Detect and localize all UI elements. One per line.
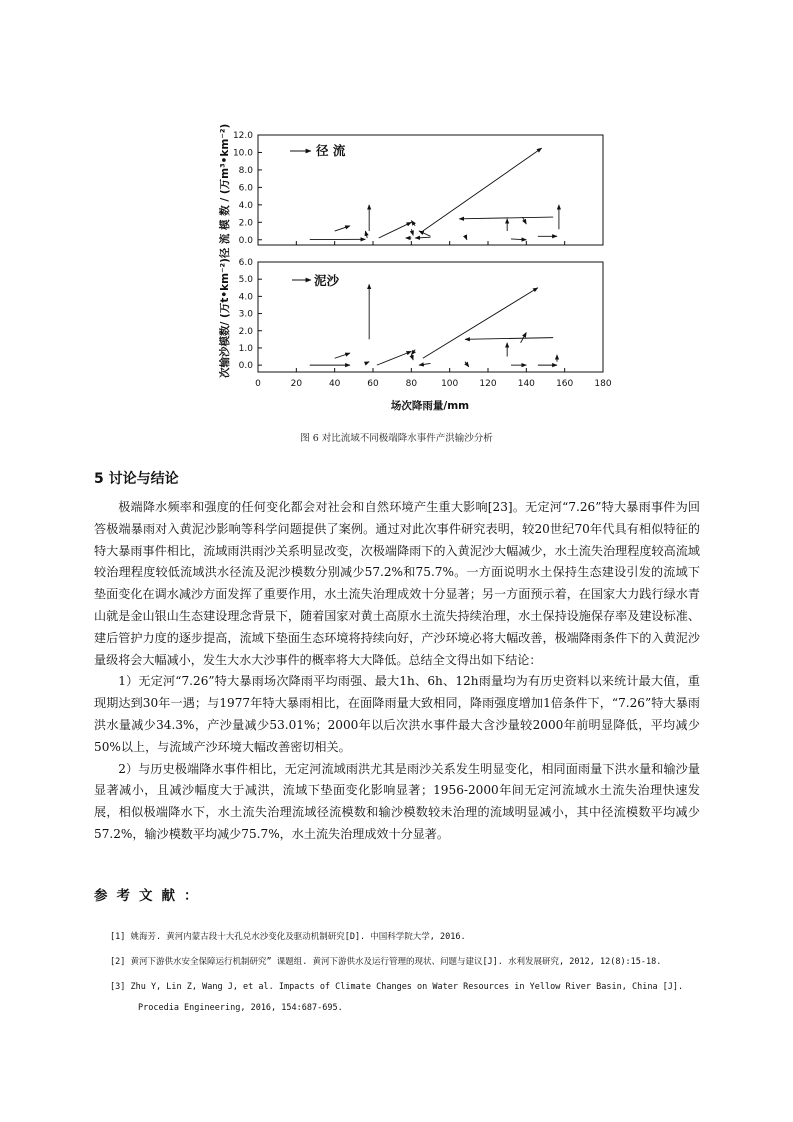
bottom-y-axis-title: 次输沙模数/ (万t•km⁻²) bbox=[219, 258, 231, 378]
bottom-panel-frame bbox=[258, 262, 603, 372]
top-legend: 径 流 bbox=[316, 143, 346, 158]
data-arrow bbox=[459, 217, 553, 219]
y-tick-label: 0.0 bbox=[238, 361, 253, 372]
x-tick-label: 20 bbox=[290, 379, 303, 389]
data-arrow bbox=[511, 239, 526, 240]
reference-item: [2] 黄河下游供水安全保障运行机制研究” 课题组. 黄河下游供水及运行管理的现状、问题与建议[J]. 水利发展研究, 2012, 12(8):15-18. bbox=[110, 957, 662, 967]
data-arrow bbox=[465, 338, 553, 340]
bottom-y-ticks bbox=[239, 258, 262, 371]
data-arrow bbox=[465, 362, 469, 367]
data-arrow bbox=[365, 362, 369, 364]
references-title: 参考文献： bbox=[94, 888, 207, 904]
paragraph-intro: 极端降水频率和强度的任何变化都会对社会和自然环境产生重大影响[23]。无定河“7.26”特大暴雨事件为回答极端暴雨对入黄泥沙影响等科学问题提供了案例。通过对此次事件研究表明，较20世纪70年代具有相似特征的特大暴雨事件相比，流域雨洪雨沙关系明显改变，次极端降雨下的入黄泥沙大幅减少，水土流失治理程度较高流域较治理程度较低流域洪水径流及泥沙模数分别减少57.2%和75.7%。一方面说明水土保持生态建设引发的流域下垫面变化在调水减沙方面发挥了重要作用，水土流失治理成效十分显著；另一方面预示着，在国家大力践行绿水青山就是金山银山生态建设理念背景下，随着国家对黄土高原水土流失持续治理，水土保持设施保存率及建设标准、建后管护力度的逐步提高，流域下垫面生态环境将持续向好，产沙环境必将大幅改善，极端降雨条件下的入黄泥沙量级将会大幅减小，发生大水大沙事件的概率将大大降低。总结全文得出如下结论： bbox=[94, 500, 700, 667]
x-tick-label: 0 bbox=[255, 379, 261, 389]
data-arrow bbox=[379, 222, 412, 238]
paragraph-conclusion-2: 2）与历史极端降水事件相比，无定河流域雨洪尤其是雨沙关系发生明显变化，相同面雨量下洪水量和输沙量显著减小，且减沙幅度大于减洪，流域下垫面变化影响显著；1956-2000年间无定河流域水土流失治理快速发展，相似极端降水下，水土流失治理流域径流模数和输沙模数较未治理的流域明显减小，其中径流模数平均减少57.2%，输沙模数平均减少75.7%，水土流失治理成效十分显著。 bbox=[94, 761, 700, 841]
reference-item: [3] Zhu Y, Lin Z, Wang J, et al. Impacts of Climate Changes on Water Resources in Yellow River Basin, China [J]. Procedia Engineering, 2016, 154:687-695. bbox=[110, 982, 684, 1013]
y-tick-label: 4.0 bbox=[238, 200, 253, 211]
x-tick-label: 40 bbox=[328, 379, 341, 389]
figure-6 bbox=[0, 0, 793, 430]
data-arrow bbox=[411, 355, 413, 360]
y-tick-label: 4.0 bbox=[238, 292, 253, 303]
figure-caption: 图 6 对比流域不同极端降水事件产洪输沙分析 bbox=[300, 433, 493, 444]
data-arrow bbox=[365, 231, 367, 238]
x-tick-label: 180 bbox=[594, 379, 612, 389]
data-arrow bbox=[423, 288, 538, 358]
data-arrow bbox=[419, 231, 431, 236]
data-arrow bbox=[415, 237, 430, 238]
paragraph-conclusion-1: 1）无定河“7.26”特大暴雨场次降雨平均雨强、最大1h、6h、12h雨量均为有历史资料以来统计最大值，重现期达到30年一遇；与1977年特大暴雨相比，在面降雨量大致相同，降雨强度增加1倍条件下，“7.26”特大暴雨洪水量减少34.3%，产沙量减少53.01%；2000年以后次洪水事件最大含沙量较2000年前明显降低，平均减少50%以上，与流域产沙环境大幅改善密切相关。 bbox=[94, 674, 700, 754]
x-axis-title: 场次降雨量/mm bbox=[390, 400, 470, 412]
data-arrow bbox=[411, 229, 413, 235]
x-tick-label: 120 bbox=[479, 379, 497, 389]
x-tick-label: 60 bbox=[367, 379, 379, 389]
y-tick-label: 6.0 bbox=[238, 183, 253, 194]
x-tick-label: 80 bbox=[405, 379, 418, 389]
x-ticks bbox=[255, 241, 612, 389]
y-tick-label: 5.0 bbox=[238, 275, 253, 286]
y-tick-label: 6.0 bbox=[238, 258, 253, 268]
y-tick-label: 12.0 bbox=[232, 131, 253, 141]
data-arrow bbox=[411, 350, 415, 355]
data-arrow bbox=[465, 235, 467, 239]
data-arrow bbox=[335, 226, 350, 231]
references-list bbox=[110, 927, 700, 1023]
x-tick-label: 140 bbox=[517, 379, 535, 389]
y-tick-label: 8.0 bbox=[238, 165, 253, 176]
y-tick-label: 3.0 bbox=[238, 309, 253, 320]
y-tick-label: 2.0 bbox=[238, 218, 253, 229]
bottom-arrows bbox=[310, 284, 557, 367]
data-arrow bbox=[411, 221, 415, 226]
data-arrow bbox=[377, 351, 412, 365]
reference-item: [1] 姚海芳. 黄河内蒙古段十大孔兑水沙变化及驱动机制研究[D]. 中国科学院大学, 2016. bbox=[110, 932, 466, 942]
section-body bbox=[94, 497, 700, 846]
bottom-legend: 泥沙 bbox=[314, 273, 340, 288]
y-tick-label: 0.0 bbox=[238, 235, 253, 246]
section-title: 5 讨论与结论 bbox=[94, 471, 179, 487]
data-arrow bbox=[335, 353, 350, 358]
y-tick-label: 2.0 bbox=[238, 326, 253, 337]
y-tick-label: 1.0 bbox=[238, 343, 253, 354]
data-arrow bbox=[523, 217, 527, 224]
data-arrow bbox=[419, 363, 431, 365]
top-arrows bbox=[310, 148, 559, 240]
y-tick-label: 10.0 bbox=[232, 148, 253, 159]
top-y-axis-title: 径 流 模 数 / (万m³•km⁻²) bbox=[219, 123, 231, 259]
x-tick-label: 160 bbox=[556, 379, 574, 389]
data-arrow bbox=[521, 332, 527, 342]
x-tick-label: 100 bbox=[441, 379, 459, 389]
